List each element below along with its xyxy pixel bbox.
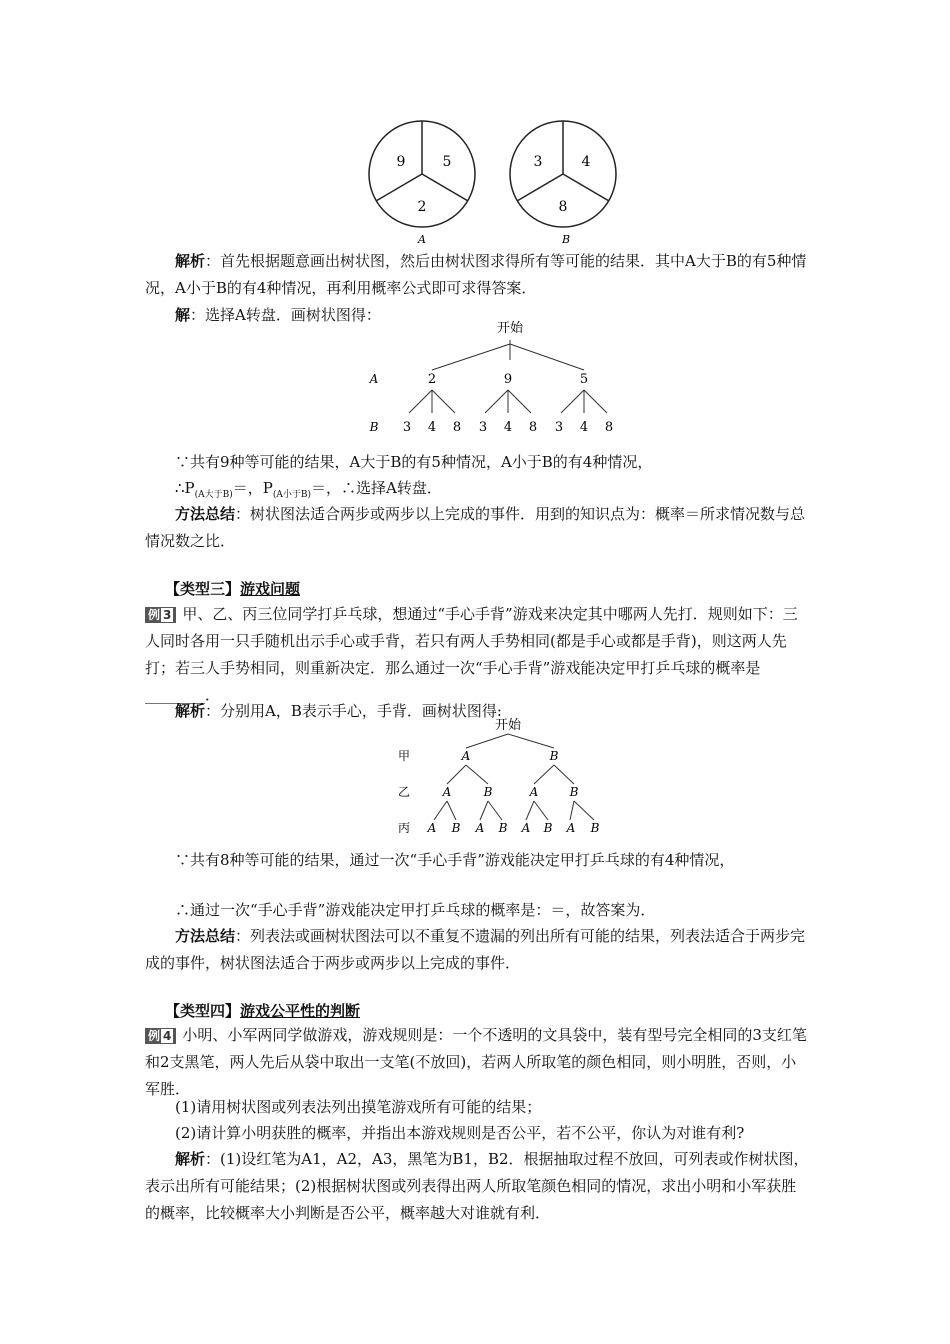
heading-bracket: 【类型三】: [165, 580, 241, 598]
example-badge-text: 例: [148, 608, 161, 622]
sec3-summary: [145, 923, 810, 977]
solution-text: ：选择A转盘．画树状图得：: [190, 306, 381, 324]
summary-text: ：列表法或画树状图法可以不重复不遗漏的列出所有可能的结果，列表法适合于两步完成的事件，树状图法适合于两步或两步以上完成的事件．: [145, 927, 806, 972]
summary-label: 方法总结: [175, 505, 236, 523]
tree2-row-bing: 丙: [397, 821, 411, 835]
tree1-leaf: 3: [402, 420, 412, 435]
example-number: 3: [163, 608, 172, 622]
analysis-text: ：首先根据题意画出树状图，然后由树状图求得所有等可能的结果．其中A大于B的有5种情况，A小于B的有4种情况，再利用概率公式即可求得答案．: [145, 252, 807, 297]
spinner-b-sector-2: 4: [581, 154, 591, 170]
tree1-row-a: A: [369, 372, 379, 386]
tree2-l1: A: [461, 749, 471, 763]
tree1-leaf: 4: [427, 420, 437, 435]
spinner-b: [510, 121, 616, 246]
analysis-label: 解析: [175, 252, 206, 270]
tree2-l2: B: [569, 785, 579, 799]
tree1-leaf: 3: [478, 420, 488, 435]
tree1-leaf: 4: [579, 420, 589, 435]
tree1-root: 开始: [496, 321, 524, 336]
sec2-line1: ∵共有9种等可能的结果，A大于B的有5种情况，A小于B的有4种情况，: [175, 453, 653, 471]
spinner-a-label: A: [418, 233, 426, 246]
analysis-text: ：分别用A，B表示手心，手背．画树状图得:: [205, 702, 502, 720]
spinner-a-sector-3: 2: [417, 199, 427, 215]
tree1-leaf: 3: [554, 420, 564, 435]
example-badge-text: 例: [148, 1029, 161, 1043]
summary-label: 方法总结: [175, 927, 236, 945]
heading-title: 游戏问题: [240, 580, 301, 598]
tree2-l2: B: [483, 785, 493, 799]
analysis-text: ：(1)设红笔为A1，A2，A3，黑笔为B1，B2．根据抽取过程不放回，可列表或作树状图，表示出所有可能结果；(2)根据树状图或列表得出两人所取笔颜色相同的情况，求出小明和小军获胜的概率，比较概率大小判断是否公平，概率越大对谁就有利．: [145, 1150, 809, 1222]
heading-title: 游戏公平性的判断: [240, 1002, 361, 1020]
tree2-l2: A: [529, 785, 539, 799]
tree2-leaf: B: [590, 821, 600, 835]
tree2-leaf: A: [521, 821, 531, 835]
tree2-leaf: A: [427, 821, 437, 835]
tree-diagram-hands: [390, 716, 620, 838]
spinner-b-label: B: [561, 233, 571, 246]
spinner-a-sector-1: 9: [396, 154, 406, 170]
sec4-analysis: [145, 1146, 810, 1227]
section-heading-type3: [165, 576, 830, 603]
tree1-row-b: B: [369, 420, 379, 434]
sec4-q1: (1)请用树状图或列表法列出摸笔游戏所有可能的结果；: [175, 1098, 542, 1116]
tree1-leaf: 8: [604, 420, 614, 435]
sec4-q2: (2)请计算小明获胜的概率，并指出本游戏规则是否公平，若不公平，你认为对谁有利?: [175, 1124, 745, 1142]
sec3-problem: [145, 601, 810, 709]
example-number: 4: [163, 1029, 172, 1043]
tree1-node-2: 9: [503, 372, 513, 387]
section-heading-type4: [165, 998, 830, 1025]
tree2-l2: A: [442, 785, 452, 799]
tree2-root: 开始: [494, 718, 522, 733]
prob-sub-1: (A大于B): [194, 490, 233, 500]
sec3-line2: ∴通过一次“手心手背”游戏能决定甲打乒乓球的概率是：＝，故答案为．: [175, 901, 656, 919]
problem-text: 小明、小军两同学做游戏，游戏规则是：一个不透明的文具袋中，装有型号完全相同的3支红笔和2支黑笔，两人先后从袋中取出一支笔(不放回)，若两人所取笔的颜色相同，则小明胜，否则，小军胜．: [145, 1026, 807, 1098]
analysis-label: 解析: [175, 1150, 206, 1168]
spinner-b-sector-1: 3: [533, 154, 543, 170]
spinner-b-sector-3: 8: [558, 199, 568, 215]
prob-text-b: ＝，P: [232, 479, 273, 497]
prob-sub-2: (A小于B): [272, 490, 312, 500]
tree2-leaf: B: [451, 821, 461, 835]
tree1-leaf: 8: [452, 420, 462, 435]
spinner-a-sector-2: 5: [442, 154, 452, 170]
tree1-leaf: 8: [528, 420, 538, 435]
sec2-summary: [145, 501, 810, 555]
spinner-figure: [360, 118, 630, 250]
tree2-leaf: A: [475, 821, 485, 835]
tree2-row-yi: 乙: [397, 785, 411, 799]
sec3-line1: ∵共有8种等可能的结果，通过一次“手心手背”游戏能决定甲打乒乓球的有4种情况，: [175, 851, 735, 869]
solution-label: 解: [175, 306, 191, 324]
tree2-leaf: B: [498, 821, 508, 835]
tree2-row-jia: 甲: [397, 749, 411, 763]
tree2-leaf: A: [566, 821, 576, 835]
sec2-analysis: [145, 248, 810, 302]
example-badge: [145, 607, 176, 623]
tree-diagram-spinner: [360, 318, 660, 438]
prob-text-a: ∴P: [175, 479, 195, 497]
spinner-a: [369, 121, 475, 246]
tree1-node-1: 2: [427, 372, 437, 387]
summary-text: ：树状图法适合两步或两步以上完成的事件．用到的知识点为：概率＝所求情况数与总情况数之比．: [145, 505, 806, 550]
tree2-leaf: B: [543, 821, 553, 835]
tree1-leaf: 4: [503, 420, 513, 435]
example-badge: [145, 1028, 176, 1044]
prob-text-c: ＝，∴选择A转盘．: [311, 479, 442, 497]
analysis-label: 解析: [175, 702, 206, 720]
heading-bracket: 【类型四】: [165, 1002, 241, 1020]
sec4-problem: [145, 1022, 810, 1103]
problem-text: 甲、乙、丙三位同学打乒乓球，想通过“手心手背”游戏来决定其中哪两人先打．规则如下：三人同时各用一只手随机出示手心或手背，若只有两人手势相同(都是手心或都是手背)，则这两人先打；若三人手势相同，则重新决定．那么通过一次“手心手背”游戏能决定甲打乒乓球的概率是________．: [145, 605, 798, 704]
tree2-l1: B: [549, 749, 559, 763]
tree1-node-3: 5: [579, 372, 589, 387]
